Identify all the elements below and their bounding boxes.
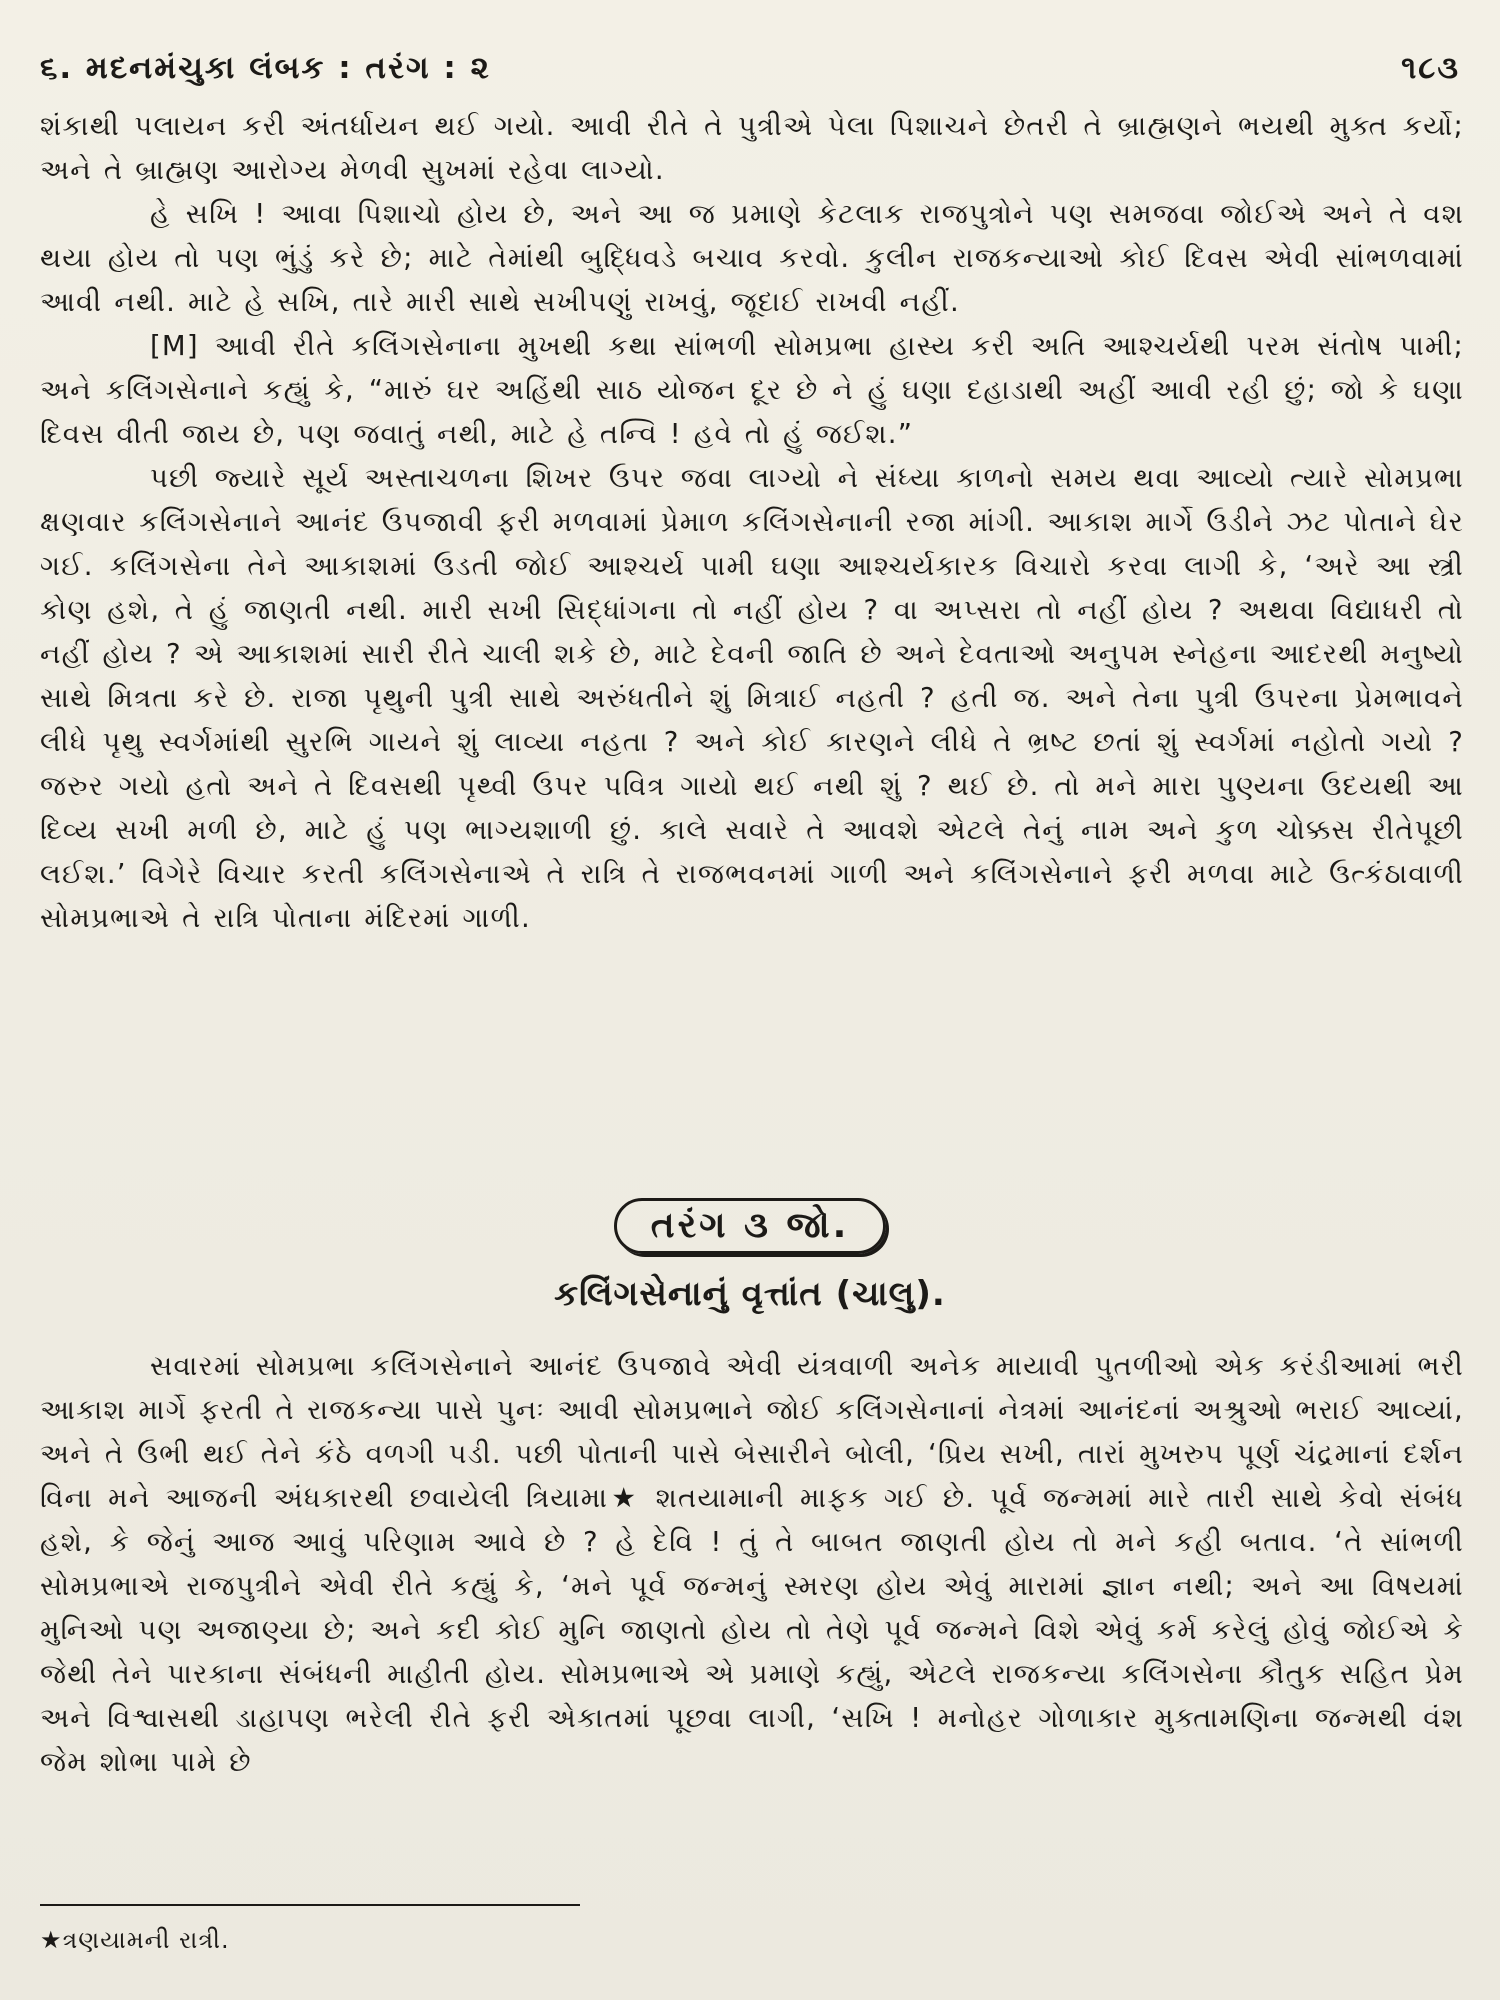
body-text-bottom	[40, 1344, 1464, 1784]
paragraph-1: શંકાથી પલાયન કરી અંતર્ધાયન થઈ ગયો. આવી રીતે તે પુત્રીએ પેલા પિશાચને છેતરી તે બ્રાહ્મણને ભયથી મુક્ત કર્યો; અને તે બ્રાહ્મણ આરોગ્ય મેળવી સુખમાં રહેવા લાગ્યો.	[40, 110, 1464, 186]
section-heading	[0, 1198, 1500, 1254]
paragraph-5: સવારમાં સોમપ્રભા કલિંગસેનાને આનંદ ઉપજાવે એવી યંત્રવાળી અનેક માયાવી પુતળીઓ એક કરંડીઆમાં ભરી આકાશ માર્ગે ફરતી તે રાજકન્યા પાસે પુનઃ આવી સોમપ્રભાને જોઈ કલિંગસેનાનાં નેત્રમાં આનંદનાં અશ્રુઓ ભરાઈ આવ્યાં, અને તે ઉભી થઈ તેને કંઠે વળગી પડી. પછી પોતાની પાસે બેસારીને બોલી, ‘પ્રિય સખી, તારાં મુખરુપ પૂર્ણ ચંદ્રમાનાં દર્શન વિના મને આજની અંધકારથી છવાયેલી ત્રિયામા★ શતયામાની માફક ગઈ છે. પૂર્વ જન્મમાં મારે તારી સાથે કેવો સંબંધ હશે, કે જેનું આજ આવું પરિણામ આવે છે ? હે દેવિ ! તું તે બાબત જાણતી હોય તો મને કહી બતાવ. ‘તે સાંભળી સોમપ્રભાએ રાજપુત્રીને એવી રીતે કહ્યું કે, ‘મને પૂર્વ જન્મનું સ્મરણ હોય એવું મારામાં જ્ઞાન નથી; અને આ વિષયમાં મુનિઓ પણ અજાણ્યા છે; અને કદી કોઈ મુનિ જાણતો હોય તો તેણે પૂર્વ જન્મને વિશે એવું કર્મ કરેલું હોવું જોઈએ કે જેથી તેને પારકાના સંબંધની માહીતી હોય. સોમપ્રભાએ એ પ્રમાણે કહ્યું, એટલે રાજકન્યા કલિંગસેના કૌતુક સહિત પ્રેમ અને વિશ્વાસથી ડાહાપણ ભરેલી રીતે ફરી એકાતમાં પૂછવા લાગી, ‘સખિ ! મનોહર ગોળાકાર મુક્તામણિના જન્મથી વંશ જેમ શોભા પામે છે	[40, 1350, 1465, 1778]
paragraph-3: [M] આવી રીતે કલિંગસેનાના મુખથી કથા સાંભળી સોમપ્રભા હાસ્ય કરી અતિ આશ્ચર્યથી પરમ સંતોષ પામી; અને કલિંગસેનાને કહ્યું કે, “મારું ઘર અહિંથી સાઠ યોજન દૂર છે ને હું ઘણા દહાડાથી અહીં આવી રહી છું; જો કે ઘણા દિવસ વીતી જાય છે, પણ જવાતું નથી, માટે હે તન્વિ ! હવે તો હું જઈશ.”	[40, 330, 1464, 450]
footnote-divider	[40, 1904, 580, 1906]
section-subtitle: કલિંગસેનાનું વૃત્તાંત (ચાલુ).	[554, 1274, 946, 1314]
page-number: ૧૮૩	[1401, 49, 1460, 86]
footnote: ★ત્રણયામની રાત્રી.	[40, 1926, 230, 1954]
page-header	[40, 38, 1460, 98]
paragraph-4: પછી જ્યારે સૂર્ય અસ્તાચળના શિખર ઉપર જવા લાગ્યો ને સંધ્યા કાળનો સમય થવા આવ્યો ત્યારે સોમપ્રભા ક્ષણવાર કલિંગસેનાને આનંદ ઉપજાવી ફરી મળવામાં પ્રેમાળ કલિંગસેનાની રજા માંગી. આકાશ માર્ગે ઉડીને ઝટ પોતાને ઘેર ગઈ. કલિંગસેના તેને આકાશમાં ઉડતી જોઈ આશ્ચર્ય પામી ઘણા આશ્ચર્યકારક વિચારો કરવા લાગી કે, ‘અરે આ સ્ત્રી કોણ હશે, તે હું જાણતી નથી. મારી સખી સિદ્ધાંગના તો નહીં હોય ? વા અપ્સરા તો નહીં હોય ? અથવા વિદ્યાધરી તો નહીં હોય ? એ આકાશમાં સારી રીતે ચાલી શકે છે, માટે દેવની જાતિ છે અને દેવતાઓ અનુપમ સ્નેહના આદરથી મનુષ્યો સાથે મિત્રતા કરે છે. રાજા પૃથુની પુત્રી સાથે અરુંધતીને શું મિત્રાઈ નહતી ? હતી જ. અને તેના પુત્રી ઉપરના પ્રેમભાવને લીધે પૃથુ સ્વર્ગમાંથી સુરભિ ગાયને શું લાવ્યા નહતા ? અને કોઈ કારણને લીધે તે ભ્રષ્ટ છતાં શું સ્વર્ગમાં નહોતો ગયો ? જરુર ગયો હતો અને તે દિવસથી પૃથ્વી ઉપર પવિત્ર ગાયો થઈ નથી શું ? થઈ છે. તો મને મારા પુણ્યના ઉદયથી આ દિવ્ય સખી મળી છે, માટે હું પણ ભાગ્યશાળી છું. કાલે સવારે તે આવશે એટલે તેનું નામ અને કુળ ચોક્કસ રીતેપૂછી લઈશ.’ વિગેરે વિચાર કરતી કલિંગસેનાએ તે રાત્રિ તે રાજભવનમાં ગાળી અને કલિંગસેનાને ફરી મળવા માટે ઉત્કંઠાવાળી સોમપ્રભાએ તે રાત્રિ પોતાના મંદિરમાં ગાળી.	[40, 462, 1465, 934]
tarang-label: તરંગ ૩ જો.	[614, 1198, 887, 1254]
paragraph-2: હે સખિ ! આવા પિશાચો હોય છે, અને આ જ પ્રમાણે કેટલાક રાજપુત્રોને પણ સમજવા જોઈએ અને તે વશ થયા હોય તો પણ ભુંડું કરે છે; માટે તેમાંથી બુદ્ધિવડે બચાવ કરવો. કુલીન રાજકન્યાઓ કોઈ દિવસ એવી સાંભળવામાં આવી નથી. માટે હે સખિ, તારે મારી સાથે સખીપણું રાખવું, જૂદાઈ રાખવી નહીં.	[40, 198, 1464, 318]
running-title: ૬. મદનમંચુકા લંબક : તરંગ : ૨	[40, 49, 491, 86]
body-text-top	[40, 104, 1464, 940]
